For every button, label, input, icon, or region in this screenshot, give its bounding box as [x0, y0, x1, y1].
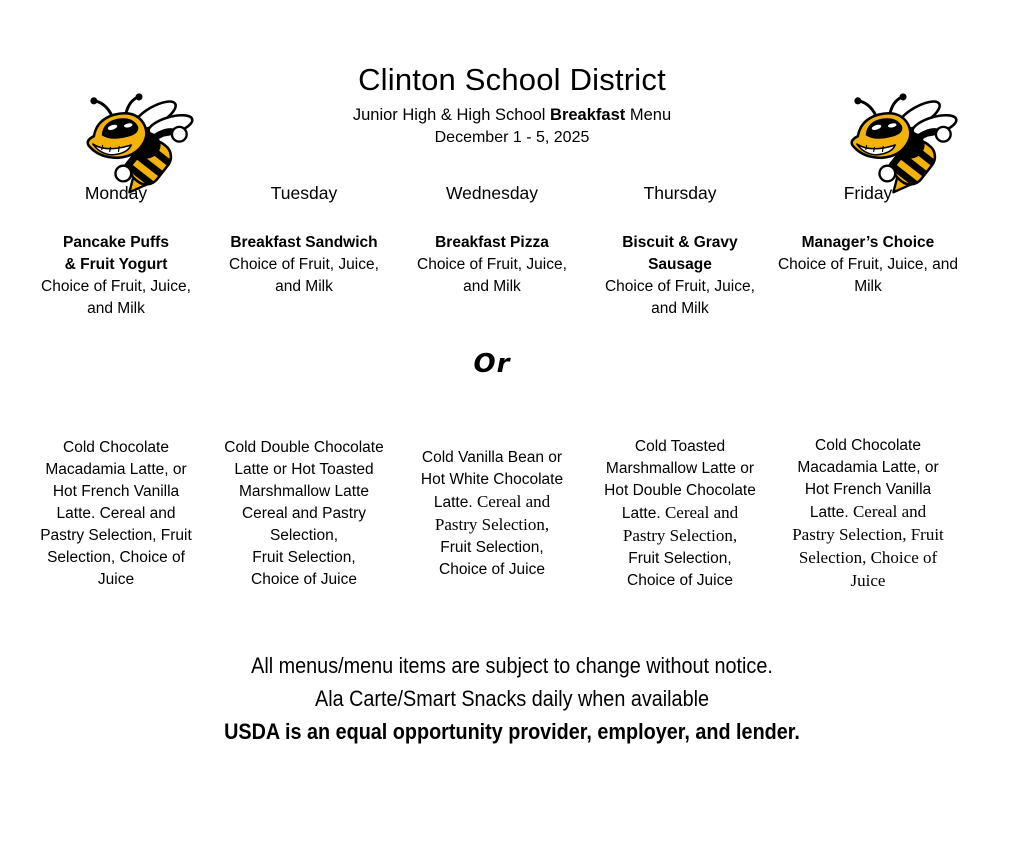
menu-cell-row1-tuesday: Breakfast Sandwich Choice of Fruit, Juice, and Milk: [229, 234, 379, 295]
or-separator: Or: [473, 349, 511, 379]
menu-cell-row1-wednesday: Breakfast Pizza Choice of Fruit, Juice, and Milk: [417, 234, 567, 295]
hornet-mascot-icon-left: [82, 92, 200, 202]
subtitle-suffix: Menu: [625, 106, 672, 124]
hornet-mascot-icon-right: [846, 92, 964, 202]
menu-cell-row2-wednesday: Cold Vanilla Bean or Hot White Chocolate Latte. Cereal and Pastry Selection, Fruit Selection, Choice of Juice: [420, 449, 564, 578]
menu-footer: [0, 649, 1024, 748]
page-title: Clinton School District: [358, 62, 666, 97]
ala-carte-text: Ala Carte/Smart Snacks daily when available: [314, 686, 709, 711]
day-header-tuesday: Tuesday: [270, 183, 338, 203]
menu-cell-row2-tuesday: Cold Double Chocolate Latte or Hot Toasted Marshmallow Latte Cereal and Pastry Selection, Fruit Selection, Choice of Juice: [224, 439, 384, 588]
breakfast-menu-document: [0, 62, 1024, 853]
day-header-thursday: Thursday: [643, 183, 717, 203]
date-range: December 1 - 5, 2025: [434, 129, 590, 146]
menu-grid: [22, 183, 962, 602]
menu-cell-row1-thursday: Biscuit & Gravy Sausage Choice of Fruit, Juice, and Milk: [604, 234, 755, 317]
subtitle-prefix: Junior High & High School: [352, 106, 551, 124]
breakfast-items-row: [22, 232, 962, 320]
day-header-monday: Monday: [84, 183, 148, 203]
notice-text: All menus/menu items are subject to change without notice.: [251, 653, 773, 678]
beverage-items-row: [22, 426, 962, 602]
subtitle-meal-type: Breakfast: [550, 106, 626, 124]
menu-cell-row2-friday: Cold Chocolate Macadamia Latte, or Hot French Vanilla Latte. Cereal and Pastry Selection, Fruit Selection, Choice of Juice: [792, 437, 944, 590]
menu-cell-row2-thursday: Cold Toasted Marshmallow Latte or Hot Double Chocolate Latte. Cereal and Pastry Selection, Fruit Selection, Choice of Juice: [604, 438, 756, 589]
menu-cell-row2-monday: Cold Chocolate Macadamia Latte, or Hot French Vanilla Latte. Cereal and Pastry Selection, Fruit Selection, Choice of Juice: [40, 439, 192, 588]
menu-cell-row1-monday: Pancake Puffs & Fruit Yogurt Choice of Fruit, Juice, and Milk: [41, 234, 191, 317]
menu-header: [0, 62, 1024, 148]
usda-statement: USDA is an equal opportunity provider, employer, and lender.: [224, 719, 800, 744]
menu-cell-row1-friday: Manager’s Choice Choice of Fruit, Juice, and Milk: [777, 234, 958, 295]
day-header-friday: Friday: [843, 183, 893, 203]
day-header-wednesday: Wednesday: [445, 183, 539, 203]
